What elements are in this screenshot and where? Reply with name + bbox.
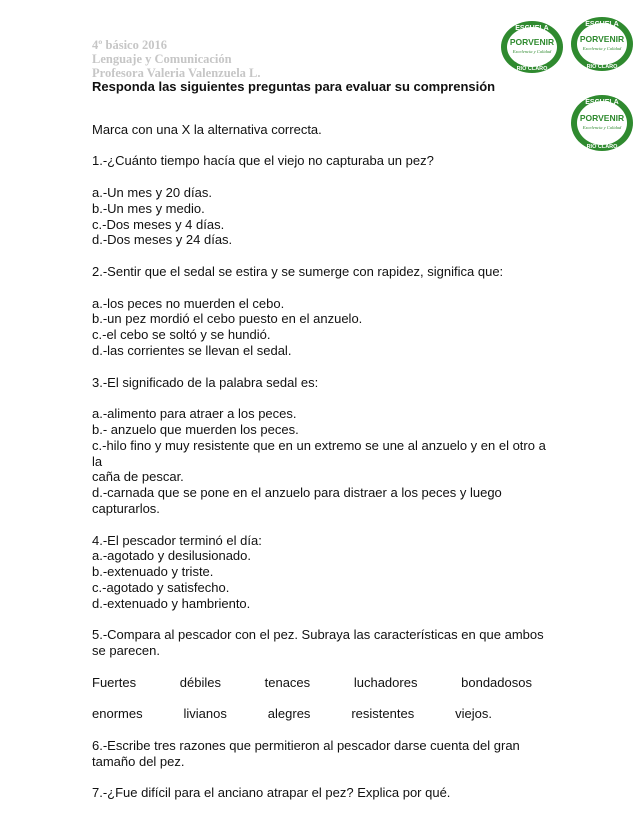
word-option[interactable]: bondadosos <box>461 674 532 690</box>
answer-option[interactable]: a.-los peces no muerden el cebo. <box>92 295 285 311</box>
word-row <box>92 675 532 691</box>
word-option[interactable]: livianos <box>183 706 227 722</box>
header-grade: 4º básico 2016 <box>92 38 167 52</box>
question <box>92 785 552 801</box>
question <box>92 264 552 359</box>
header-teacher: Profesora Valeria Valenzuela L. <box>92 66 261 80</box>
answer-option[interactable]: a.-alimento para atraer a los peces. <box>92 406 297 422</box>
word-option[interactable]: tenaces <box>264 674 311 690</box>
question-text: 5.-Compara al pescador con el pez. Subraya las características en que ambos <box>92 627 544 643</box>
school-logo <box>569 92 635 154</box>
answer-option[interactable]: d.-las corrientes se llevan el sedal. <box>92 342 292 358</box>
page-title: Responda las siguientes preguntas para evaluar su comprensión <box>92 79 496 94</box>
answer-option[interactable]: d.-carnada que se pone en el anzuelo para distraer a los peces y luego <box>92 485 502 501</box>
question-text: 7.-¿Fue difícil para el anciano atrapar el pez? Explica por qué. <box>92 785 451 801</box>
logo-inner <box>577 101 627 145</box>
question <box>92 153 552 248</box>
logo-motto-text: Excelencia y Calidad <box>582 125 622 130</box>
word-row <box>92 706 492 722</box>
word-option[interactable]: alegres <box>267 706 311 722</box>
answer-option[interactable]: d.-Dos meses y 24 días. <box>92 232 233 248</box>
question-text: 4.-El pescador terminó el día: <box>92 532 262 548</box>
question-text: se parecen. <box>92 643 160 659</box>
school-logo <box>569 14 635 74</box>
instruction: Marca con una X la alternativa correcta. <box>92 121 322 137</box>
answer-option[interactable]: b.-un pez mordió el cebo puesto en el anzuelo. <box>92 311 363 327</box>
question <box>92 738 552 770</box>
answer-option[interactable]: c.-Dos meses y 4 días. <box>92 216 225 232</box>
logo-top-text: ESCUELA <box>585 99 619 106</box>
logo-name-text: PORVENIR <box>579 113 625 123</box>
question <box>92 375 552 517</box>
logo-inner <box>577 23 627 65</box>
word-option[interactable]: viejos. <box>455 706 492 722</box>
logo-top-text: ESCUELA <box>515 25 549 32</box>
worksheet-body <box>92 106 552 801</box>
question-text: tamaño del pez. <box>92 753 185 769</box>
logo-motto-text: Excelencia y Calidad <box>512 49 552 54</box>
logo-city-text: RIO CLARO <box>586 144 618 150</box>
logo-name-text: PORVENIR <box>509 37 555 47</box>
question-text: 1.-¿Cuánto tiempo hacía que el viejo no capturaba un pez? <box>92 153 434 169</box>
answer-option[interactable]: b.-Un mes y medio. <box>92 200 205 216</box>
logo-top-text: ESCUELA <box>585 21 619 28</box>
question <box>92 533 552 612</box>
answer-option[interactable]: a.-agotado y desilusionado. <box>92 548 252 564</box>
word-option[interactable]: resistentes <box>351 706 415 722</box>
logo-city-text: RIO CLARO <box>586 64 618 70</box>
school-logo <box>499 18 565 76</box>
word-option[interactable]: débiles <box>179 674 221 690</box>
header-subject: Lenguaje y Comunicación <box>92 52 232 66</box>
answer-option-continuation[interactable]: capturarlos. <box>92 500 160 516</box>
answer-option[interactable]: d.-extenuado y hambriento. <box>92 595 251 611</box>
answer-option[interactable]: b.- anzuelo que muerden los peces. <box>92 421 299 437</box>
question-text: 2.-Sentir que el sedal se estira y se sumerge con rapidez, significa que: <box>92 263 504 279</box>
logo-name-text: PORVENIR <box>579 34 625 44</box>
question-text: 6.-Escribe tres razones que permitieron al pescador darse cuenta del gran <box>92 737 520 753</box>
logo-inner <box>507 27 557 67</box>
question-text: 3.-El significado de la palabra sedal es: <box>92 374 319 390</box>
answer-option[interactable]: c.-agotado y satisfecho. <box>92 579 230 595</box>
word-option[interactable]: luchadores <box>353 674 418 690</box>
answer-option[interactable]: b.-extenuado y triste. <box>92 564 214 580</box>
answer-option[interactable]: c.-el cebo se soltó y se hundió. <box>92 327 271 343</box>
answer-option[interactable]: c.-hilo fino y muy resistente que en un extremo se une al anzuelo y en el otro a la <box>92 437 546 469</box>
word-option[interactable]: enormes <box>92 706 143 722</box>
question <box>92 627 552 722</box>
word-option[interactable]: Fuertes <box>92 674 137 690</box>
logo-city-text: RIO CLARO <box>516 66 548 72</box>
logo-motto-text: Excelencia y Calidad <box>582 46 622 51</box>
answer-option[interactable]: a.-Un mes y 20 días. <box>92 184 212 200</box>
answer-option-continuation[interactable]: caña de pescar. <box>92 469 184 485</box>
document-header <box>92 38 261 80</box>
